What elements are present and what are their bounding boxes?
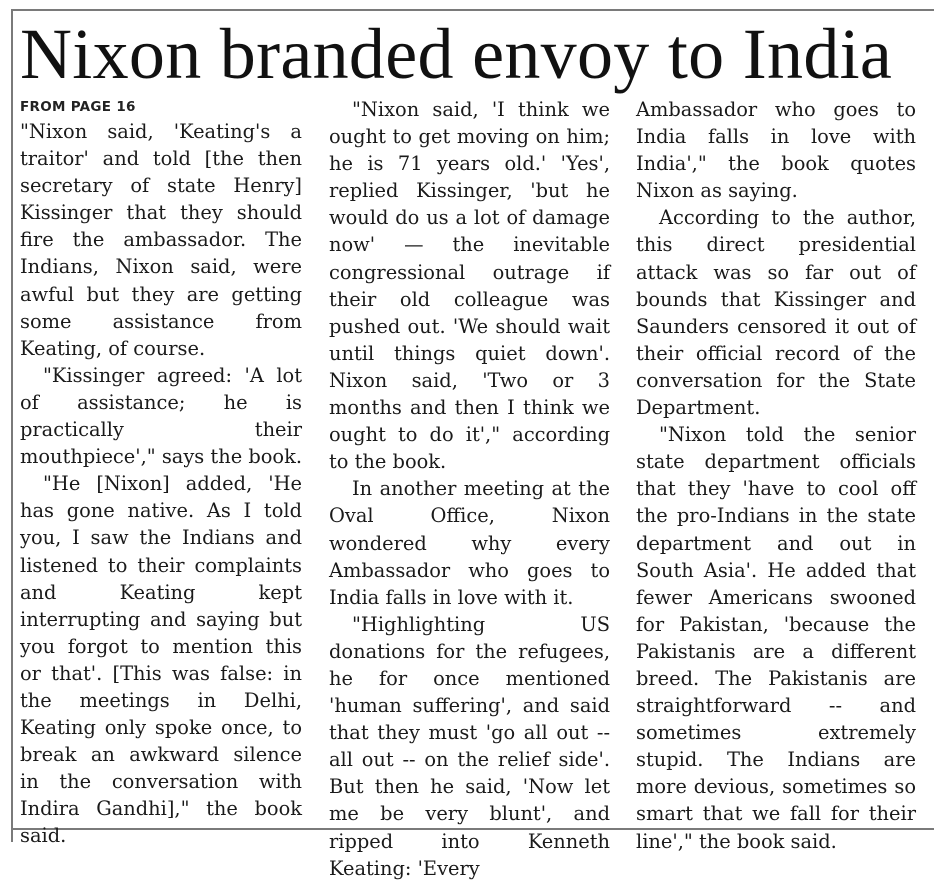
paragraph: According to the author, this direct presidential attack was so far out of bounds that Kissinger and Saunders censored it out of their official record of the conversation for the State Department.: [636, 206, 916, 420]
paragraph: "Highlighting US donations for the refugees, he for once mentioned 'human suffering', and said that they must 'go all out -- all out -- on the relief side'. But then he said, 'Now let me be very blunt', and ripped into Kenneth Keating: 'Every: [329, 612, 610, 880]
paragraph: "Nixon said, 'Keating's a traitor' and told [the then secretary of state Henry] Kissinger that they should fire the ambassador. The Indians, Nixon said, were awful but they are getting some assistance from Keating, of course.: [20, 120, 302, 360]
paragraph: "Nixon told the senior state department officials that they 'have to cool off the pro-Indians in the state department and out in South Asia'. He added that fewer Americans swooned for Pakistan, 'because the Pakistanis are a different breed. The Pakistanis are straightforward -- and sometimes extremely stupid. The Indians are more devious, sometimes so smart that we fall for their line'," the book said.: [636, 423, 916, 853]
continuation-kicker: FROM PAGE 16: [20, 99, 136, 115]
paragraph: "Nixon said, 'I think we ought to get moving on him; he is 71 years old.' 'Yes', replied Kissinger, 'but he would do us a lot of damage now' — the inevitable congressional outrage if their old colleague was pushed out. 'We should wait until things quiet down'. Nixon said, 'Two or 3 months and then I think we ought to do it'," according to the book.: [329, 98, 610, 474]
paragraph: Ambassador who goes to India falls in love with India'," the book quotes Nixon as saying.: [636, 98, 916, 203]
top-rule: [13, 9, 934, 11]
headline: Nixon branded envoy to India: [20, 14, 893, 94]
left-rule: [11, 9, 13, 842]
paragraph: "He [Nixon] added, 'He has gone native. As I told you, I saw the Indians and listened to their complaints and Keating kept interrupting and saying but you forgot to mention this or that'. [This was false: in the meetings in Delhi, Keating only spoke once, to break an awkward silence in the conversation with Indira Gandhi]," the book said.: [20, 472, 302, 848]
paragraph: In another meeting at the Oval Office, Nixon wondered why every Ambassador who goes to India falls in love with it.: [329, 477, 610, 609]
paragraph: "Kissinger agreed: 'A lot of assistance; he is practically their mouthpiece'," says the book.: [20, 363, 303, 469]
article-column-2: [329, 96, 610, 882]
article-column-3: [636, 96, 916, 855]
article-column-1: [20, 96, 302, 850]
